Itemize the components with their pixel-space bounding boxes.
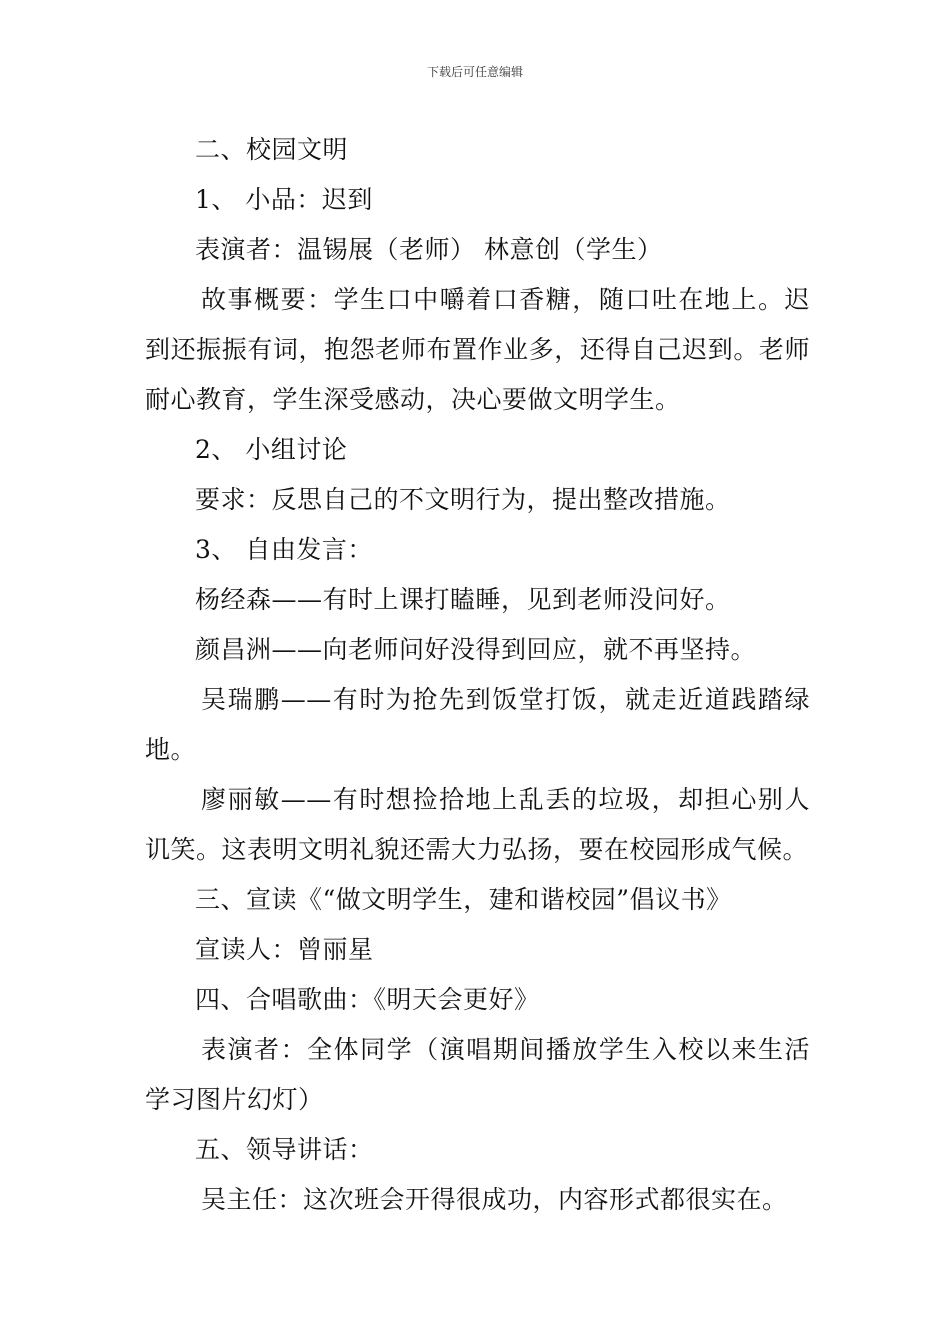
item-group-discussion: 2、 小组讨论: [195, 435, 348, 464]
story-summary: 故事概要：学生口中嚼着口香糖，随口吐在地上。迟到还振振有词，抱怨老师布置作业多，还得自己迟到。老师耐心教育，学生深受感动，决心要做文明学生。: [145, 285, 810, 414]
chorus-performers: 表演者：全体同学（演唱期间播放学生入校以来生活学习图片幻灯）: [145, 1035, 810, 1114]
section-heading-chorus: 四、合唱歌曲：《明天会更好》: [195, 985, 540, 1014]
item-skit-late: 1、 小品：迟到: [195, 185, 373, 214]
item-free-speech: 3、 自由发言：: [195, 535, 373, 564]
discussion-requirement: 要求：反思自己的不文明行为，提出整改措施。: [195, 485, 731, 514]
section-heading-proposal: 三、宣读《“做文明学生，建和谐校园”倡议书》: [195, 885, 732, 914]
leader-speech-text: 吴主任：这次班会开得很成功，内容形式都很实在。: [201, 1185, 788, 1214]
document-body: [145, 125, 810, 1225]
section-heading-campus-civility: 二、校园文明: [195, 135, 349, 164]
speech-yan: 颜昌洲——向老师问好没得到回应，就不再坚持。: [195, 635, 757, 664]
speech-liao: 廖丽敏——有时想捡拾地上乱丢的垃圾，却担心别人讥笑。这表明文明礼貌还需大力弘扬，要在校园形成气候。: [145, 785, 810, 864]
speech-wu: 吴瑞鹏——有时为抢先到饭堂打饭，就走近道践踏绿地。: [145, 685, 810, 764]
section-heading-leader-speech: 五、领导讲话：: [195, 1135, 374, 1164]
speech-yang: 杨经森——有时上课打瞌睡，见到老师没问好。: [195, 585, 731, 614]
proposal-reader: 宣读人：曾丽星: [195, 935, 374, 964]
page-header: 下载后可任意编辑: [426, 65, 523, 79]
performers-skit: 表演者：温锡展（老师） 林意创（学生）: [195, 235, 663, 264]
